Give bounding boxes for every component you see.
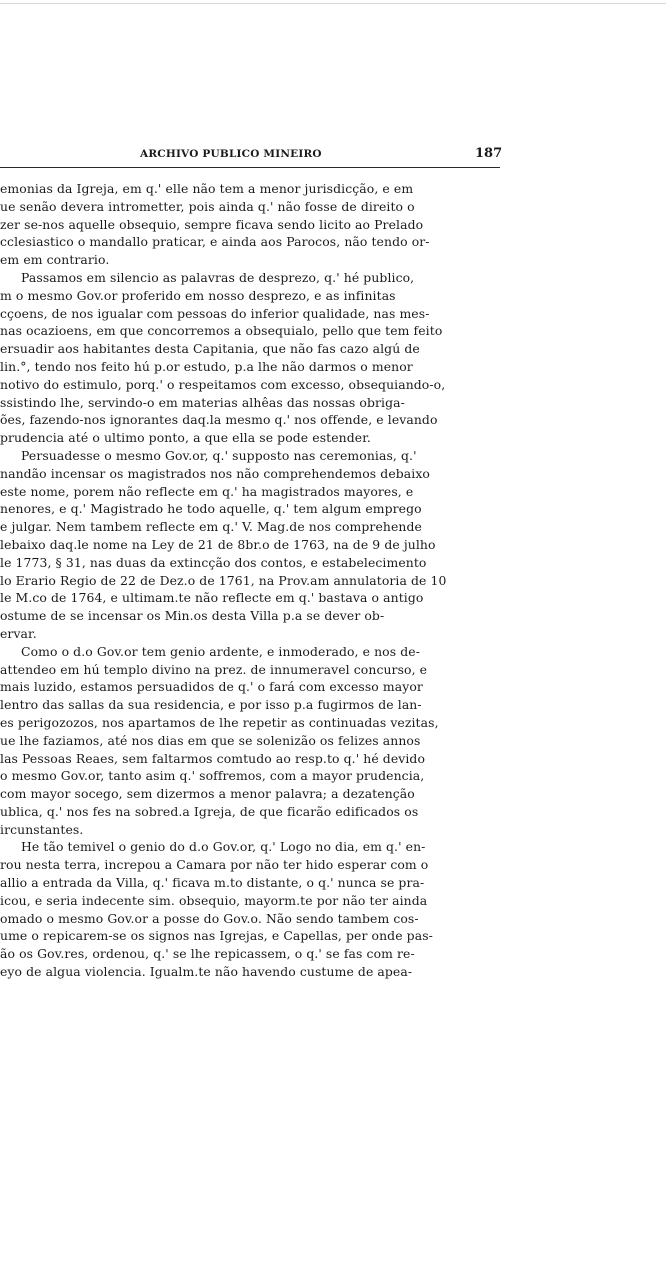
text-line: nandão incensar os magistrados nos não comprehendemos debaixo xyxy=(0,465,430,481)
running-title: ARCHIVO PUBLICO MINEIRO xyxy=(140,148,322,160)
text-line: cclesiastico o mandallo praticar, e ainda aos Parocos, não tendo or- xyxy=(0,234,430,250)
scan-edge-rule xyxy=(0,3,666,4)
text-line: ircunstantes. xyxy=(0,821,84,837)
text-line: lebaixo daq.le nome na Ley de 21 de 8br.o de 1763, na de 9 de julho xyxy=(0,536,436,552)
text-line: zer se-nos aquelle obsequio, sempre ficava sendo licito ao Prelado xyxy=(0,216,424,232)
text-line: le 1773, § 31, nas duas da extincção dos contos, e estabelecimento xyxy=(0,554,427,570)
header-rule xyxy=(0,167,500,168)
text-line: ersuadir aos habitantes desta Capitania, que não fas cazo algú de xyxy=(0,341,420,357)
text-line: prudencia até o ultimo ponto, a que ella se pode estender. xyxy=(0,430,371,446)
text-line: Persuadesse o mesmo Gov.or, q.' supposto nas ceremonias, q.' xyxy=(21,447,417,463)
text-line: icou, e seria indecente sim. obsequio, mayorm.te por não ter ainda xyxy=(0,892,428,908)
text-line: cçoens, de nos igualar com pessoas do inferior qualidade, nas mes- xyxy=(0,305,430,321)
text-line: lentro das sallas da sua residencia, e por isso p.a fugirmos de lan- xyxy=(0,697,422,713)
text-line: ostume de se incensar os Min.os desta Villa p.a se dever ob- xyxy=(0,608,385,624)
text-line: eyo de algua violencia. Igualm.te não havendo custume de apea- xyxy=(0,964,413,980)
text-line: ue senão devera intrometter, pois ainda q.' não fosse de direito o xyxy=(0,198,415,214)
text-line: es perigozozos, nos apartamos de lhe repetir as continuadas vezitas, xyxy=(0,714,439,730)
text-line: nenores, e q.' Magistrado he todo aquelle, q.' tem algum emprego xyxy=(0,501,422,517)
body-text xyxy=(0,180,503,981)
text-line: rou nesta terra, increpou a Camara por não ter hido esperar com o xyxy=(0,857,429,873)
text-line: allio a entrada da Villa, q.' ficava m.to distante, o q.' nunca se pra- xyxy=(0,875,425,891)
text-line: e julgar. Nem tambem reflecte em q.' V. Mag.de nos comprehende xyxy=(0,519,422,535)
text-line: em em contrario. xyxy=(0,252,110,268)
text-line: com mayor socego, sem dizermos a menor palavra; a dezatenção xyxy=(0,786,415,802)
running-header xyxy=(0,146,503,168)
text-line: Como o d.o Gov.or tem genio ardente, e inmoderado, e nos de- xyxy=(21,643,420,659)
text-line: ervar. xyxy=(0,625,37,641)
text-line: emonias da Igreja, em q.' elle não tem a menor jurisdicção, e em xyxy=(0,181,414,196)
text-line: ue lhe faziamos, até nos dias em que se solenizão os felizes annos xyxy=(0,732,421,748)
page-number: 187 xyxy=(475,146,503,161)
text-line: ublica, q.' nos fes na sobred.a Igreja, de que ficarão edificados os xyxy=(0,803,419,819)
text-line: lo Erario Regio de 22 de Dez.o de 1761, na Prov.am annulatoria de 10 xyxy=(0,572,447,588)
text-line: m o mesmo Gov.or proferido em nosso desprezo, e as infinitas xyxy=(0,287,396,303)
text-line: notivo do estimulo, porq.' o respeitamos com excesso, obsequiando-o, xyxy=(0,376,446,392)
text-line: omado o mesmo Gov.or a posse do Gov.o. Não sendo tambem cos- xyxy=(0,910,419,926)
text-line: He tão temivel o genio do d.o Gov.or, q.' Logo no dia, em q.' en- xyxy=(21,839,426,855)
text-line: ume o repicarem-se os signos nas Igrejas, e Capellas, per onde pas- xyxy=(0,928,433,944)
text-line: las Pessoas Reaes, sem faltarmos comtudo ao resp.to q.' hé devido xyxy=(0,750,426,766)
text-line: le M.co de 1764, e ultimam.te não reflecte em q.' bastava o antigo xyxy=(0,590,424,606)
text-line: nas ocazioens, em que concorremos a obsequialo, pello que tem feito xyxy=(0,323,443,339)
text-line: o mesmo Gov.or, tanto asim q.' soffremos, com a mayor prudencia, xyxy=(0,768,425,784)
text-line: lin.°, tendo nos feito hú p.or estudo, p.a lhe não darmos o menor xyxy=(0,358,413,374)
text-line: ões, fazendo-nos ignorantes daq.la mesmo q.' nos offende, e levando xyxy=(0,412,438,428)
text-line: este nome, porem não reflecte em q.' ha magistrados mayores, e xyxy=(0,483,414,499)
text-line: attendeo em hú templo divino na prez. de innumeravel concurso, e xyxy=(0,661,428,677)
text-line: ão os Gov.res, ordenou, q.' se lhe repicassem, o q.' se fas com re- xyxy=(0,946,415,962)
text-line: ssistindo lhe, servindo-o em materias alhêas das nossas obriga- xyxy=(0,394,405,410)
text-line: mais luzido, estamos persuadidos de q.' o fará com excesso mayor xyxy=(0,679,423,695)
text-line: Passamos em silencio as palavras de desprezo, q.' hé publico, xyxy=(21,269,415,285)
